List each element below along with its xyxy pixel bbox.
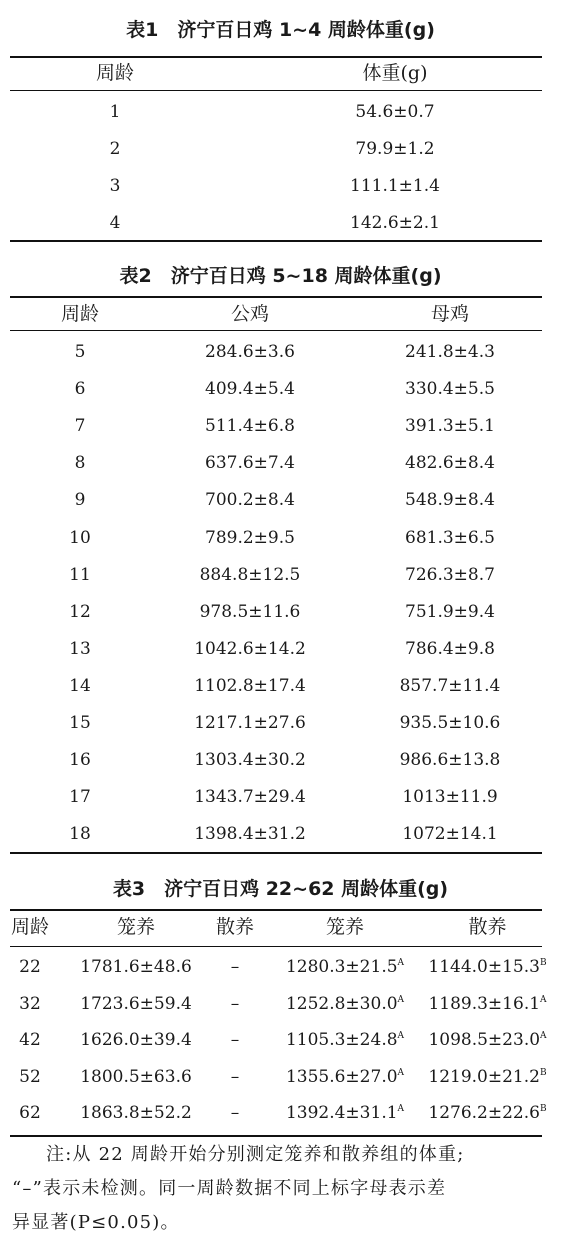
table2-cell-hen: 330.4±5.5 <box>405 379 495 400</box>
table3-header-free-2: 散养 <box>468 916 507 938</box>
table3-cell-free-1: – <box>230 957 240 977</box>
table2-header-rooster: 公鸡 <box>230 303 269 325</box>
table2-cell-rooster: 1217.1±27.6 <box>194 713 306 733</box>
table3-cell-free-2 <box>420 955 555 979</box>
table3-header-rule <box>10 946 542 947</box>
table2-cell-rooster: 700.2±8.4 <box>205 490 295 511</box>
value-text: 1219.0±21.2 <box>428 1066 540 1087</box>
table2-cell-week: 6 <box>74 379 86 400</box>
table2-cell-hen: 751.9±9.4 <box>405 601 495 622</box>
table2-cell-week: 8 <box>74 453 86 474</box>
value-text: 1144.0±15.3 <box>428 957 540 977</box>
table2-cell-rooster: 511.4±6.8 <box>205 416 295 437</box>
table3-cell-caged-2 <box>280 1101 410 1125</box>
table3-cell-caged-1: 1800.5±63.6 <box>80 1066 192 1087</box>
table2-cell-rooster: 1343.7±29.4 <box>194 787 306 808</box>
significance-superscript: A <box>540 994 547 1005</box>
note-line-2: “–”表示未检测。同一周龄数据不同上标字母表示差 <box>12 1178 447 1199</box>
significance-superscript: B <box>539 1067 547 1078</box>
table2-cell-rooster: 409.4±5.4 <box>205 379 295 400</box>
table2-cell-hen: 935.5±10.6 <box>399 713 501 733</box>
table1-cell-weight: 142.6±2.1 <box>350 213 440 233</box>
table-note <box>12 1138 548 1240</box>
significance-superscript: B <box>539 1104 547 1115</box>
table3-cell-week: 32 <box>19 993 41 1014</box>
value-text: 1098.5±23.0 <box>428 1030 541 1051</box>
table1-header-rule <box>10 90 542 91</box>
table3-cell-free-1: – <box>230 993 240 1014</box>
value-text: 1355.6±27.0 <box>285 1066 398 1087</box>
table1-bottom-rule <box>10 240 542 242</box>
value-text: 1252.8±30.0 <box>285 993 398 1014</box>
table2-cell-week: 12 <box>69 601 91 622</box>
table2-cell-rooster: 978.5±11.6 <box>199 601 301 622</box>
table1-cell-week: 2 <box>109 139 121 159</box>
table2-caption: 表2 济宁百日鸡 5~18 周龄体重(g) <box>119 265 442 287</box>
table2-cell-week: 18 <box>69 824 91 845</box>
table3-cell-free-2 <box>420 1101 555 1125</box>
significance-superscript: A <box>397 1031 405 1042</box>
significance-superscript: A <box>397 958 405 968</box>
note-line-1: 注:从 22 周龄开始分别测定笼养和散养组的体重; <box>46 1144 465 1165</box>
table1-header-week: 周龄 <box>95 62 134 84</box>
table2-bottom-rule <box>10 852 542 854</box>
table2-cell-hen: 482.6±8.4 <box>405 453 495 474</box>
table3-cell-caged-1: 1626.0±39.4 <box>80 1030 192 1051</box>
table3-cell-week: 22 <box>19 957 41 977</box>
significance-superscript: A <box>397 994 405 1005</box>
table1-cell-week: 1 <box>109 102 121 122</box>
table2-header-week: 周龄 <box>60 303 99 325</box>
table2-cell-week: 7 <box>74 416 86 437</box>
table2-cell-week: 11 <box>69 564 91 585</box>
table3-cell-free-1: – <box>230 1066 240 1087</box>
note-line-3: 异显著(P≤0.05)。 <box>12 1212 180 1233</box>
significance-superscript: B <box>539 958 547 968</box>
table2-cell-hen: 786.4±9.8 <box>405 638 495 659</box>
table2-cell-hen: 857.7±11.4 <box>399 675 501 696</box>
table3-cell-caged-1: 1781.6±48.6 <box>80 957 192 977</box>
value-text: 1105.3±24.8 <box>285 1030 398 1051</box>
table2-cell-week: 10 <box>69 527 91 548</box>
table3-cell-week: 42 <box>19 1030 41 1051</box>
table3-cell-free-1: – <box>230 1103 240 1124</box>
table1-top-rule <box>10 56 542 58</box>
table3-caption: 表3 济宁百日鸡 22~62 周龄体重(g) <box>112 878 449 900</box>
table2-header-rule <box>10 330 542 331</box>
table3-top-rule <box>10 909 542 911</box>
table3-cell-free-2 <box>420 992 555 1016</box>
table2-cell-hen: 1013±11.9 <box>402 787 498 808</box>
table2-cell-week: 9 <box>74 490 86 511</box>
table2-cell-week: 5 <box>74 342 86 362</box>
value-text: 1280.3±21.5 <box>285 957 398 977</box>
table2-cell-rooster: 884.8±12.5 <box>199 564 301 585</box>
table3-header-week: 周龄 <box>10 916 49 938</box>
table2-cell-rooster: 789.2±9.5 <box>205 527 295 548</box>
value-text: 1392.4±31.1 <box>285 1103 398 1124</box>
table2-cell-hen: 241.8±4.3 <box>405 342 495 362</box>
table3-cell-caged-2 <box>280 992 410 1016</box>
table3-header-free-1: 散养 <box>215 916 254 938</box>
table2-cell-hen: 681.3±6.5 <box>405 527 495 548</box>
table2-cell-rooster: 1042.6±14.2 <box>194 638 306 659</box>
table2-cell-week: 14 <box>69 675 91 696</box>
table2-cell-week: 16 <box>69 750 91 771</box>
table2-top-rule <box>10 296 542 298</box>
table3-cell-caged-2 <box>280 1065 410 1089</box>
table2-cell-hen: 548.9±8.4 <box>405 490 495 511</box>
table1-cell-week: 3 <box>109 176 121 196</box>
value-text: 1276.2±22.6 <box>428 1103 540 1124</box>
table1-header-weight: 体重(g) <box>362 62 428 84</box>
table3-cell-caged-1: 1863.8±52.2 <box>80 1103 192 1124</box>
table3-cell-caged-2 <box>280 1028 410 1052</box>
table2-cell-rooster: 1398.4±31.2 <box>194 824 306 845</box>
table2-cell-rooster: 1303.4±30.2 <box>194 750 306 771</box>
table3-cell-caged-1: 1723.6±59.4 <box>80 993 192 1014</box>
table2-cell-rooster: 1102.8±17.4 <box>194 675 306 696</box>
value-text: 1189.3±16.1 <box>428 993 541 1014</box>
table3-cell-week: 62 <box>19 1103 41 1124</box>
table3-header-caged-1: 笼养 <box>116 916 155 938</box>
table1-cell-week: 4 <box>109 213 121 233</box>
table2-cell-week: 17 <box>69 787 91 808</box>
table2-cell-week: 15 <box>69 713 91 733</box>
table1-caption: 表1 济宁百日鸡 1~4 周龄体重(g) <box>126 19 435 41</box>
table3-cell-caged-2 <box>280 955 410 979</box>
table1-cell-weight: 111.1±1.4 <box>350 176 440 196</box>
table2-header-hen: 母鸡 <box>430 303 469 325</box>
table3-bottom-rule <box>10 1135 542 1137</box>
table3-header-caged-2: 笼养 <box>325 916 364 938</box>
table2-cell-rooster: 637.6±7.4 <box>205 453 295 474</box>
table3-cell-week: 52 <box>19 1066 41 1087</box>
table2-cell-hen: 726.3±8.7 <box>405 564 495 585</box>
table3-cell-free-1: – <box>230 1030 240 1051</box>
significance-superscript: A <box>540 1031 547 1042</box>
significance-superscript: A <box>397 1104 405 1115</box>
table2-cell-hen: 391.3±5.1 <box>405 416 495 437</box>
table1-cell-weight: 54.6±0.7 <box>355 102 435 122</box>
table3-cell-free-2 <box>420 1065 555 1089</box>
significance-superscript: A <box>397 1067 405 1078</box>
table2-cell-rooster: 284.6±3.6 <box>205 342 295 362</box>
table2-cell-hen: 1072±14.1 <box>402 824 498 845</box>
table2-cell-hen: 986.6±13.8 <box>399 750 501 771</box>
table1-cell-weight: 79.9±1.2 <box>355 139 435 159</box>
table2-cell-week: 13 <box>69 638 91 659</box>
table3-cell-free-2 <box>420 1028 555 1052</box>
